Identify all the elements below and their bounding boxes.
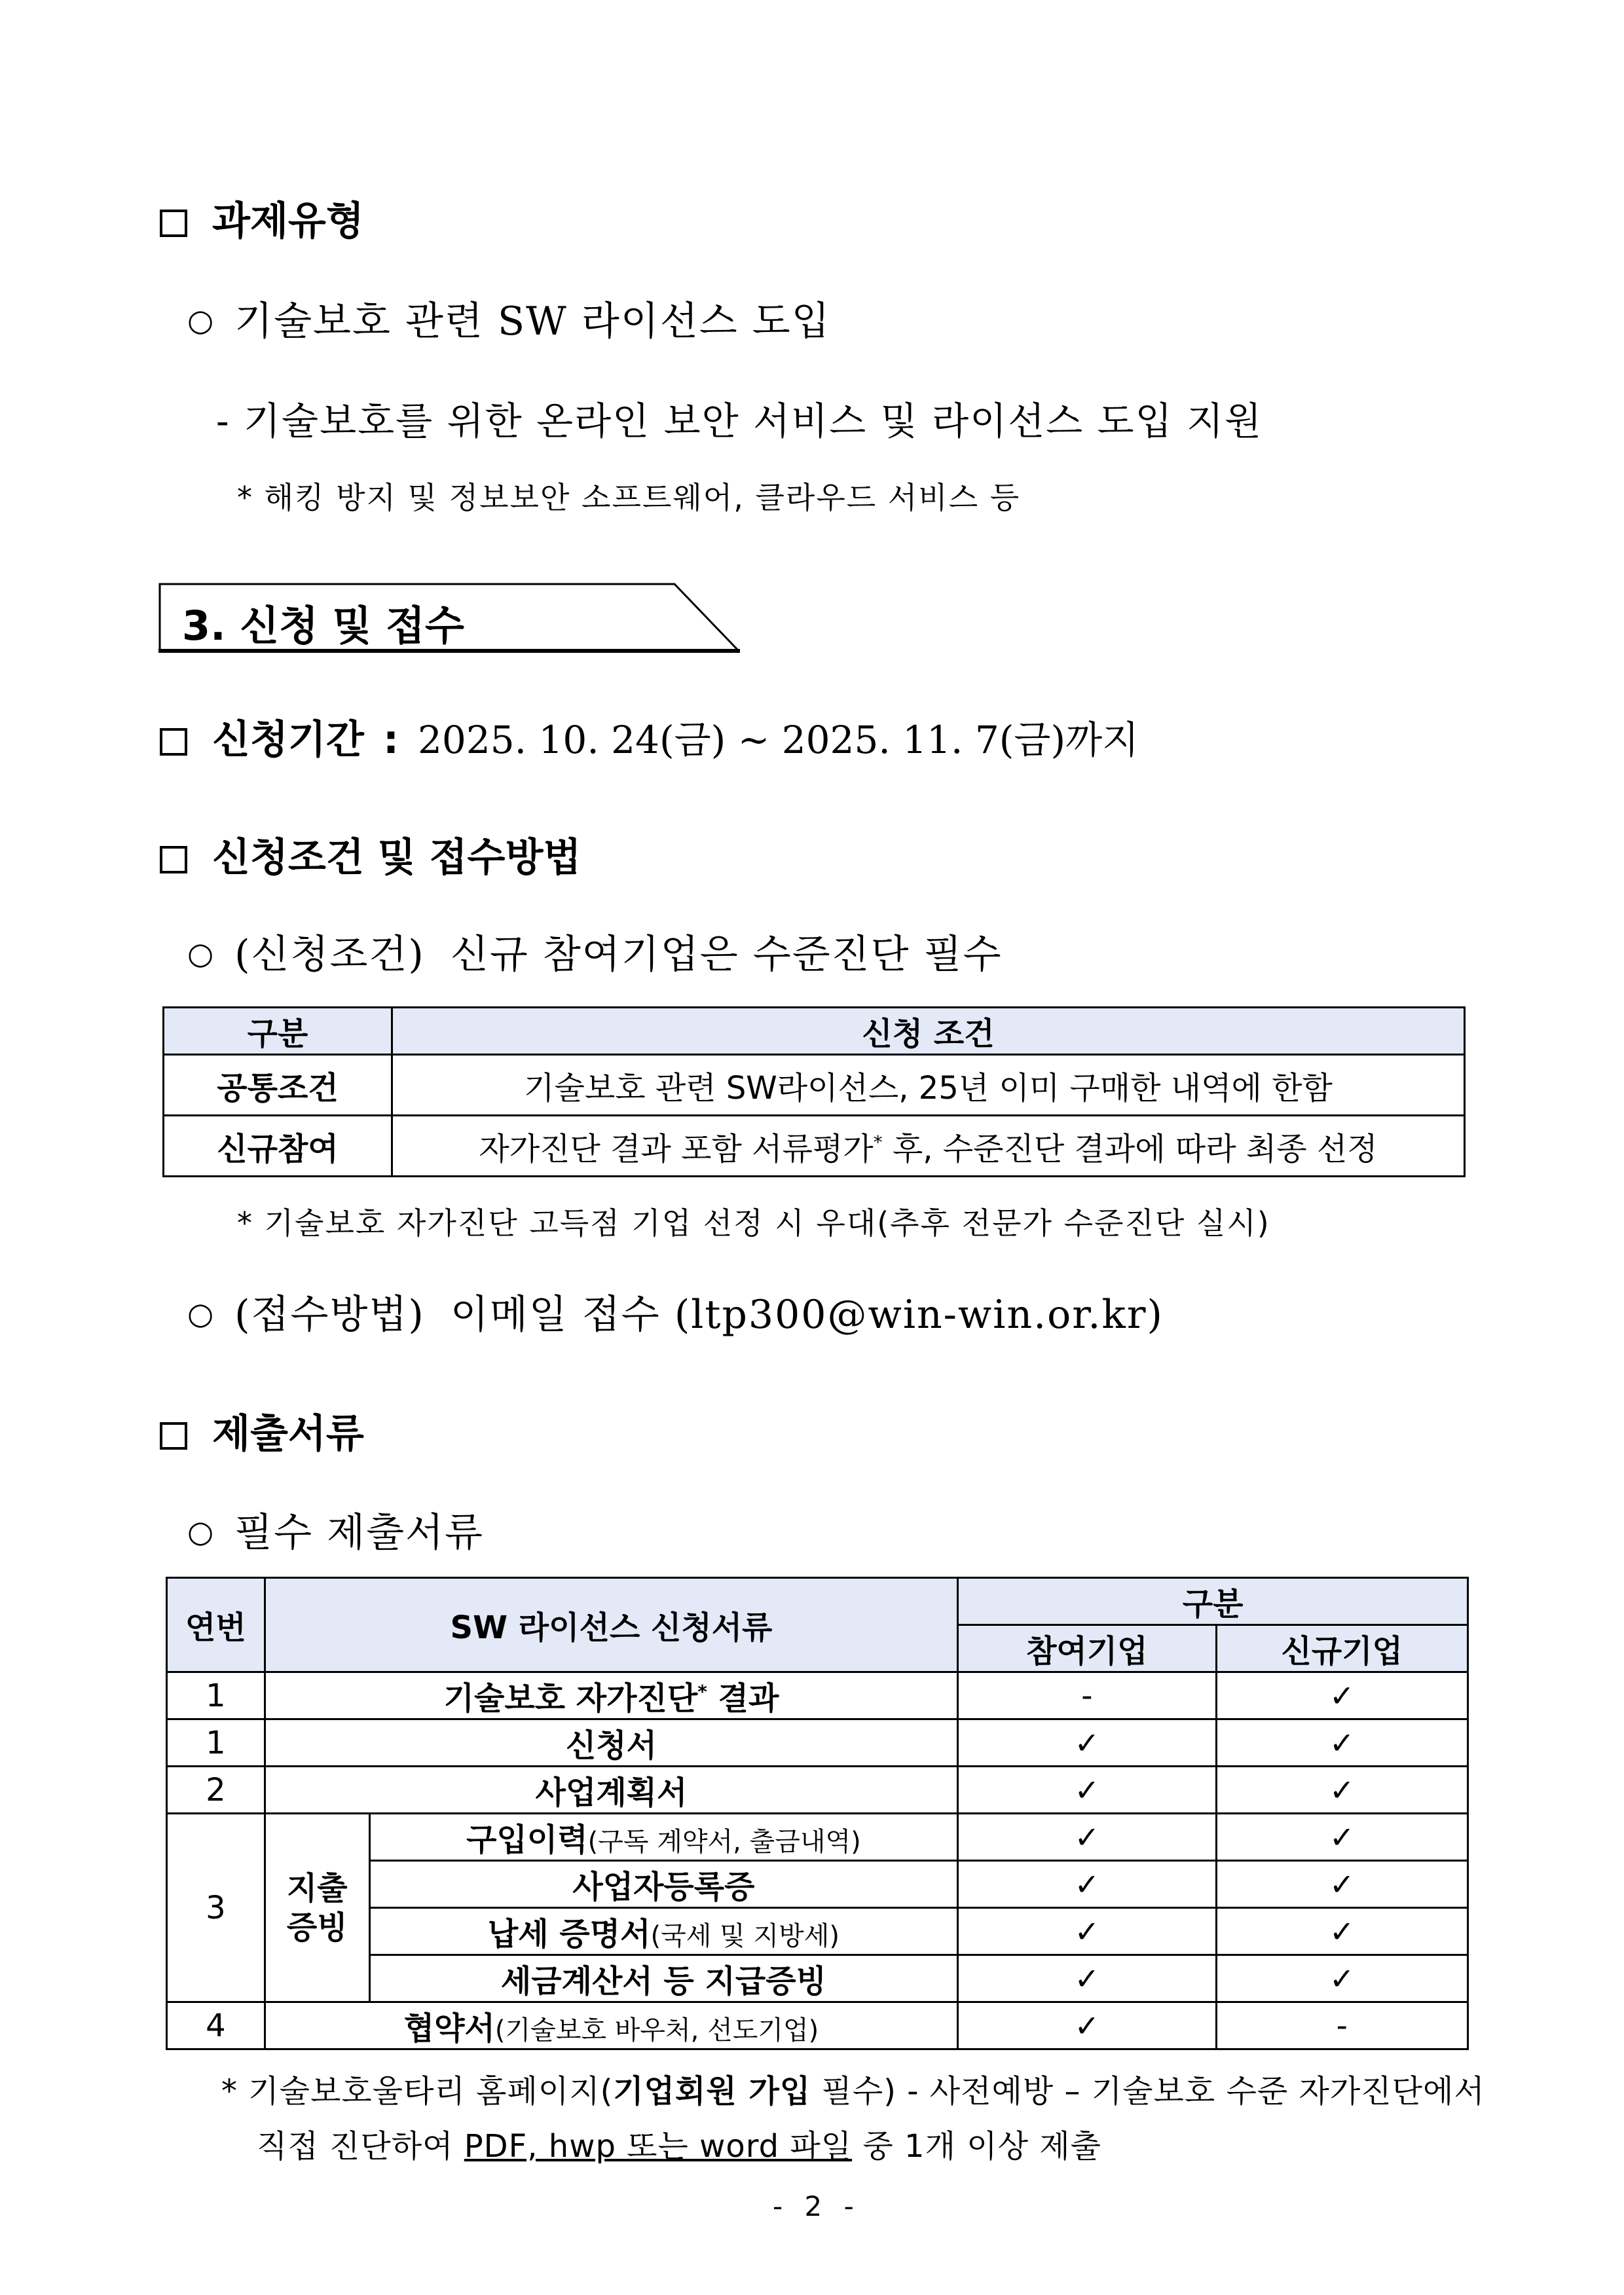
- col-header-new: 신규기업: [1216, 1625, 1467, 1672]
- check-icon: ✓: [1329, 1772, 1355, 1808]
- check-icon: ✓: [1074, 1866, 1100, 1902]
- check-icon: ✓: [1329, 1725, 1355, 1761]
- table-row: 사업자등록증 ✓ ✓: [167, 1861, 1468, 1908]
- check-icon: ✓: [1074, 1819, 1100, 1855]
- col-header-condition: 신청 조건: [392, 1008, 1465, 1055]
- documents-table: [166, 1577, 1469, 2050]
- documents-footnote: * 기술보호울타리 홈페이지(기업회원 가입 필수) - 사전예방 – 기술보호 수준 자가진단에서 직접 진단하여 PDF, hwp 또는 word 파일 중 1개 이상 제출: [221, 2073, 1485, 2165]
- table-row: 4 협약서(기술보호 바우처, 선도기업) ✓ -: [167, 2002, 1468, 2049]
- table-row: 공통조건 기술보호 관련 SW라이선스, 25년 이미 구매한 내역에 한함: [164, 1055, 1465, 1116]
- col-header-category: 구분: [164, 1008, 392, 1055]
- col-header-participant: 참여기업: [958, 1625, 1216, 1672]
- task-sub: - 기술보호를 위한 온라인 보안 서비스 및 라이선스 도입 지원: [216, 399, 1263, 443]
- circle-bullet-icon: ○: [187, 936, 215, 971]
- checkbox-square-icon: [160, 728, 187, 756]
- check-icon: ✓: [1074, 1960, 1100, 1996]
- conditions-table: [162, 1006, 1466, 1177]
- table-row: 세금계산서 등 지급증빙 ✓ ✓: [167, 1955, 1468, 2002]
- period-line: 신청기간 : 2025. 10. 24(금) ~ 2025. 11. 7(금)까지: [160, 708, 1139, 765]
- section-3-title-box: [158, 583, 741, 653]
- circle-bullet-icon: ○: [187, 303, 215, 338]
- period-value: 2025. 10. 24(금) ~ 2025. 11. 7(금)까지: [418, 718, 1139, 762]
- task-note: * 해킹 방지 및 정보보안 소프트웨어, 클라우드 서비스 등: [237, 480, 1021, 515]
- check-icon: ✓: [1329, 1960, 1355, 1996]
- check-icon: ✓: [1329, 1913, 1355, 1949]
- group-expense-proof: 지출 증빙: [265, 1814, 369, 2002]
- heading-documents: 제출서류: [160, 1403, 364, 1459]
- col-header-no: 연번: [167, 1578, 265, 1672]
- check-icon: ✓: [1074, 2008, 1100, 2044]
- table-row: 신규참여 자가진단 결과 포함 서류평가* 후, 수준진단 결과에 따라 최종 선정: [164, 1116, 1465, 1177]
- table-row: 3 지출 증빙 구입이력(구독 계약서, 출금내역) ✓ ✓: [167, 1814, 1468, 1861]
- checkbox-square-icon: [160, 846, 187, 873]
- table-row: 2 사업계획서 ✓ ✓: [167, 1767, 1468, 1814]
- item-conditions: ○ (신청조건) 신규 참여기업은 수준진단 필수: [187, 932, 1003, 978]
- checkbox-square-icon: [160, 1422, 187, 1450]
- conditions-note: * 기술보호 자가진단 고득점 기업 선정 시 우대(추후 전문가 수준진단 실시): [237, 1205, 1270, 1241]
- check-icon: ✓: [1329, 1819, 1355, 1855]
- col-header-doc: SW 라이선스 신청서류: [265, 1578, 957, 1672]
- item-task: ○ 기술보호 관련 SW 라이선스 도입: [187, 299, 831, 344]
- check-icon: ✓: [1074, 1913, 1100, 1949]
- item-method: ○ (접수방법) 이메일 접수 (ltp300@win-win.or.kr): [187, 1292, 1164, 1338]
- heading-conditions: 신청조건 및 접수방법: [160, 826, 581, 883]
- circle-bullet-icon: ○: [187, 1296, 215, 1331]
- col-header-group: 구분: [958, 1578, 1468, 1625]
- heading-task-type: 과제유형: [160, 190, 364, 246]
- section-3-title: 3. 신청 및 접수: [182, 602, 464, 650]
- table-row: 1 기술보호 자가진단* 결과 - ✓: [167, 1672, 1468, 1719]
- check-icon: ✓: [1329, 1866, 1355, 1902]
- check-icon: ✓: [1074, 1725, 1100, 1761]
- table-row: 납세 증명서(국세 및 지방세) ✓ ✓: [167, 1908, 1468, 1955]
- item-documents: ○ 필수 제출서류: [187, 1510, 484, 1556]
- table-row: 1 신청서 ✓ ✓: [167, 1719, 1468, 1767]
- check-icon: ✓: [1329, 1678, 1355, 1714]
- checkbox-square-icon: [160, 210, 187, 237]
- page-number: - 2 -: [773, 2190, 860, 2222]
- circle-bullet-icon: ○: [187, 1514, 215, 1549]
- check-icon: ✓: [1074, 1772, 1100, 1808]
